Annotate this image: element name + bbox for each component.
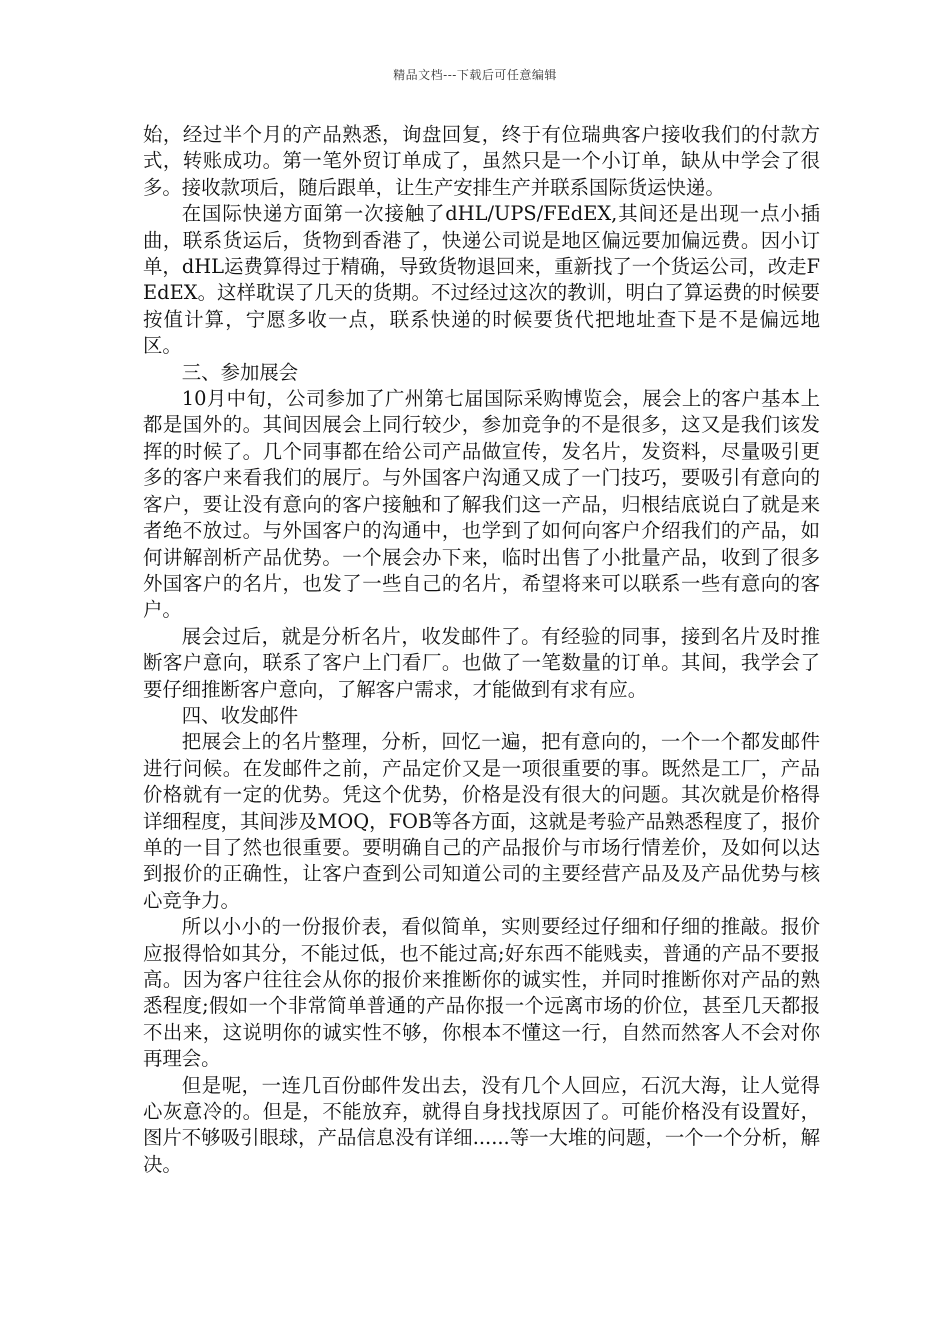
paragraph-no-response: 但是呢，一连几百份邮件发出去，没有几个人回应，石沉大海，让人觉得心灰意冷的。但是，不能放弃，就得自身找找原因了。可能价格没有设置好，图片不够吸引眼球，产品信息没有详细......等一大堆的问题，一个一个分析，解决。: [143, 1073, 820, 1176]
paragraph-quotation: 所以小小的一份报价表，看似简单，实则要经过仔细和仔细的推敲。报价应报得恰如其分，不能过低，也不能过高;好东西不能贱卖，普通的产品不要报高。因为客户往往会从你的报价来推断你的诚实性，并同时推断你对产品的熟悉程度;假如一个非常简单普通的产品你报一个远离市场的价位，甚至几天都报不出来，这说明你的诚实性不够，你根本不懂这一行，自然而然客人不会对你再理会。: [143, 915, 820, 1071]
section-heading-email: 四、收发邮件: [181, 703, 299, 727]
paragraph-continuation: 始，经过半个月的产品熟悉，询盘回复，终于有位瑞典客户接收我们的付款方式，转账成功。第一笔外贸订单成了，虽然只是一个小订单，缺从中学会了很多。接收款项后，随后跟单，让生产安排生产并联系国际货运快递。: [143, 123, 820, 199]
paragraph-express-delivery: 在国际快递方面第一次接触了dHL/UPS/FEdEX,其间还是出现一点小插曲，联系货运后，货物到香港了，快递公司说是地区偏远要加偏远费。因小订单，dHL运费算得过于精确，导致货物退回来，重新找了一个货运公司，改走FEdEX。这样耽误了几天的货期。不过经过这次的教训，明白了算运费的时候要按值计算，宁愿多收一点，联系快递的时候要货代把地址查下是不是偏远地区。: [143, 202, 820, 358]
paragraph-after-exhibition: 展会过后，就是分析名片，收发邮件了。有经验的同事，接到名片及时推断客户意向，联系了客户上门看厂。也做了一笔数量的订单。其间，我学会了要仔细推断客户意向，了解客户需求，才能做到有求有应。: [143, 624, 820, 701]
section-heading-exhibition: 三、参加展会: [181, 360, 299, 384]
paragraph-exhibition: 10月中旬，公司参加了广州第七届国际采购博览会，展会上的客户基本上都是国外的。其间因展会上同行较少，参加竞争的不是很多，这又是我们该发挥的时候了。几个同事都在给公司产品做宣传，发名片，发资料，尽量吸引更多的客户来看我们的展厅。与外国客户沟通又成了一门技巧，要吸引有意向的客户，要让没有意向的客户接触和了解我们这一产品，归根结底说白了就是来者绝不放过。与外国客户的沟通中，也学到了如何向客户介绍我们的产品，如何讲解剖析产品优势。一个展会办下来，临时出售了小批量产品，收到了很多外国客户的名片，也发了一些自己的名片，希望将来可以联系一些有意向的客户。: [143, 387, 820, 622]
document-body: [143, 122, 820, 1178]
page-header: 精品文档---下载后可任意编辑: [393, 68, 557, 82]
paragraph-email-pricing: 把展会上的名片整理，分析，回忆一遍，把有意向的，一个一个都发邮件进行问候。在发邮件之前，产品定价又是一项很重要的事。既然是工厂，产品价格就有一定的优势。凭这个优势，价格是没有很大的问题。其次就是价格得详细程度，其间涉及MOQ，FOB等各方面，这就是考验产品熟悉程度了，报价单的一目了然也很重要。要明确自己的产品报价与市场行情差价，及如何以达到报价的正确性，让客户查到公司知道公司的主要经营产品及及产品优势与核心竞争力。: [143, 730, 820, 912]
